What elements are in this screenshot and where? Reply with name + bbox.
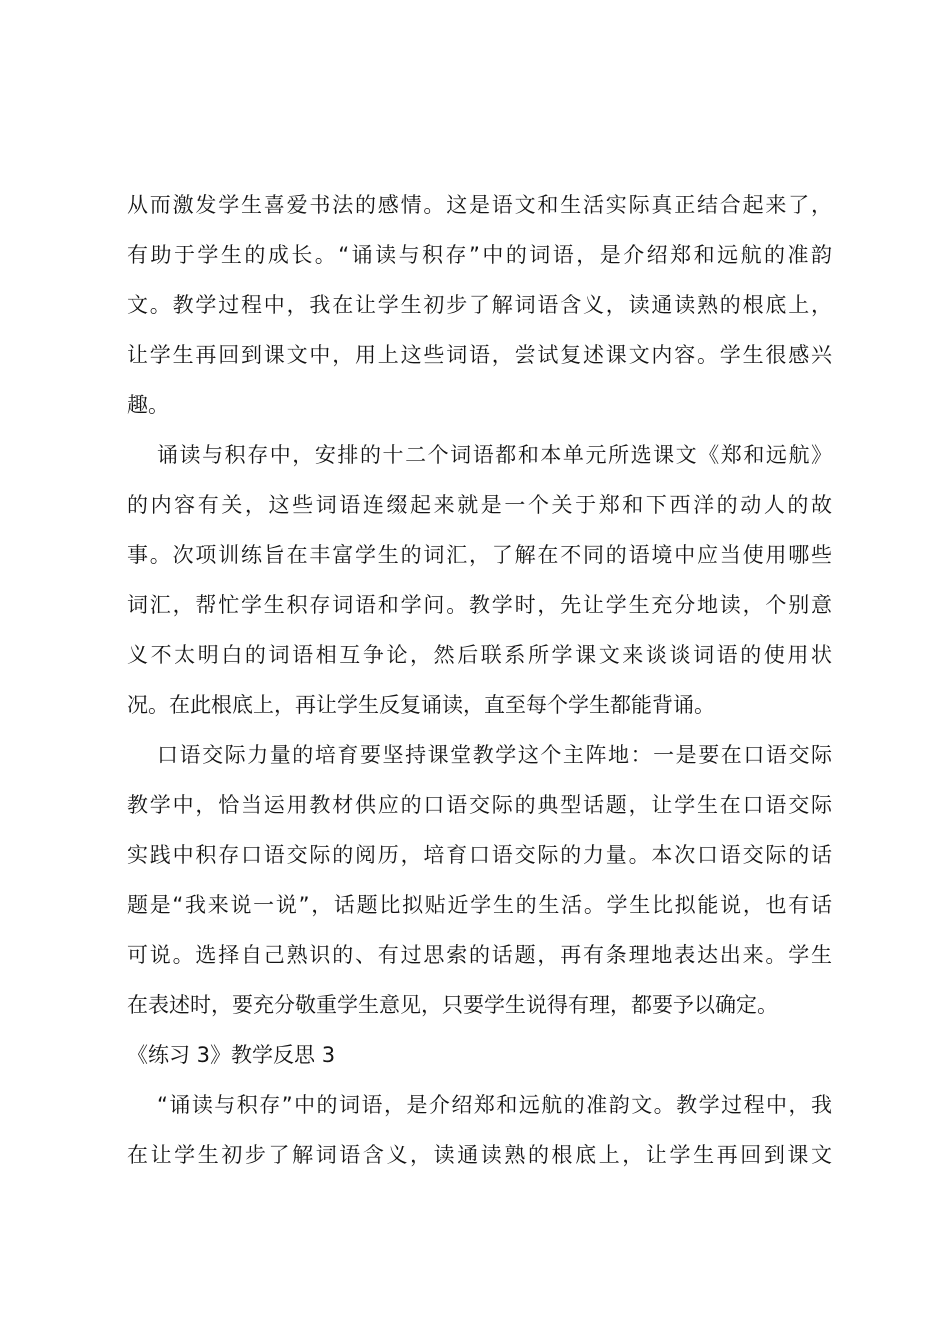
text-line: “诵读与积存”中的词语，是介绍郑和远航的准韵文。教学过程中，我 <box>157 1093 832 1117</box>
text-line: 教学中，恰当运用教材供应的口语交际的典型话题，让学生在口语交际 <box>127 793 832 817</box>
text-line: 让学生再回到课文中，用上这些词语，尝试复述课文内容。学生很感兴 <box>127 343 832 367</box>
paragraph-3 <box>127 730 832 1030</box>
text-line: 诵读与积存中，安排的十二个词语都和本单元所选课文《郑和远航》 <box>157 443 832 467</box>
document-body <box>127 180 832 1180</box>
text-line: 在让学生初步了解词语含义，读通读熟的根底上，让学生再回到课文 <box>127 1143 832 1167</box>
text-line: 况。在此根底上，再让学生反复诵读，直至每个学生都能背诵。 <box>127 693 715 717</box>
text-line: 可说。选择自己熟识的、有过思索的话题，再有条理地表达出来。学生 <box>127 943 832 967</box>
text-line: 事。次项训练旨在丰富学生的词汇，了解在不同的语境中应当使用哪些 <box>127 543 832 567</box>
paragraph-4 <box>127 1080 832 1180</box>
text-line: 从而激发学生喜爱书法的感情。这是语文和生活实际真正结合起来了， <box>127 193 832 217</box>
text-line: 的内容有关，这些词语连缀起来就是一个关于郑和下西洋的动人的故 <box>127 493 832 517</box>
text-line: 文。教学过程中，我在让学生初步了解词语含义，读通读熟的根底上， <box>127 293 832 317</box>
text-line: 实践中积存口语交际的阅历，培育口语交际的力量。本次口语交际的话 <box>127 843 832 867</box>
text-line: 义不太明白的词语相互争论，然后联系所学课文来谈谈词语的使用状 <box>127 643 832 667</box>
text-line: 口语交际力量的培育要坚持课堂教学这个主阵地：一是要在口语交际 <box>157 743 832 767</box>
text-line: 有助于学生的成长。“诵读与积存”中的词语，是介绍郑和远航的准韵 <box>127 243 832 267</box>
text-line: 在表述时，要充分敬重学生意见，只要学生说得有理，都要予以确定。 <box>127 993 778 1017</box>
text-line: 题是“我来说一说”，话题比拟贴近学生的生活。学生比拟能说，也有话 <box>127 893 832 917</box>
text-line: 趣。 <box>127 393 169 417</box>
paragraph-1 <box>127 180 832 430</box>
paragraph-2 <box>127 430 832 730</box>
section-heading: 《练习 3》教学反思 3 <box>127 1043 336 1067</box>
text-line: 词汇，帮忙学生积存词语和学问。教学时，先让学生充分地读，个别意 <box>127 593 832 617</box>
